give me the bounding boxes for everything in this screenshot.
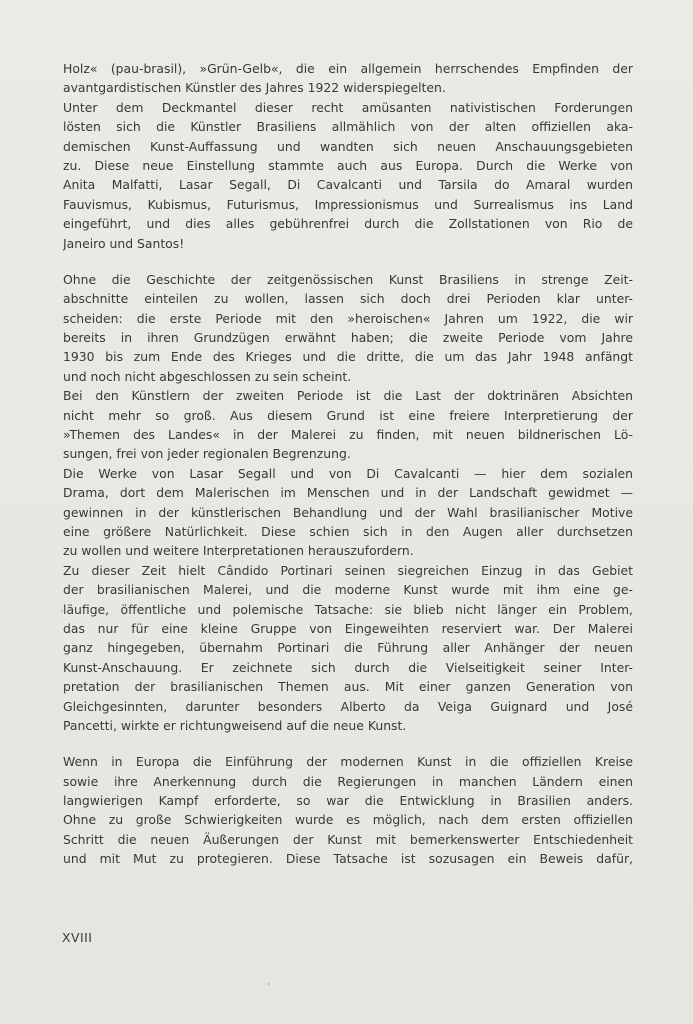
text-line: eine größere Natürlichkeit. Diese schien sich in den Augen aller durchsetzen xyxy=(63,523,633,539)
text-line: nicht mehr so groß. Aus diesem Grund ist eine freiere Interpretierung der xyxy=(63,407,633,423)
text-line: Bei den Künstlern der zweiten Periode ist die Last der doktrinären Absichten xyxy=(63,388,633,404)
paragraph xyxy=(63,561,633,736)
text-line: sowie ihre Anerkennung durch die Regierungen in manchen Ländern einen xyxy=(63,773,633,789)
text-line: der brasilianischen Malerei, und die moderne Kunst wurde mit ihm eine ge- xyxy=(63,582,633,598)
paragraph xyxy=(63,59,633,98)
text-line: abschnitte einteilen zu wollen, lassen sich doch drei Perioden klar unter- xyxy=(63,291,633,307)
text-line: Wenn in Europa die Einführung der modernen Kunst in die offiziellen Kreise xyxy=(63,754,633,770)
text-line: bereits in ihren Grundzügen erwähnt haben; die zweite Periode vom Jahre xyxy=(63,330,633,346)
text-line: pretation der brasilianischen Themen aus. Mit einer ganzen Generation von xyxy=(63,679,633,695)
text-line: Anita Malfatti, Lasar Segall, Di Cavalcanti und Tarsila do Amaral wurden xyxy=(63,177,633,193)
text-line: 1930 bis zum Ende des Krieges und die dritte, die um das Jahr 1948 anfängt xyxy=(63,349,633,365)
text-line: und noch nicht abgeschlossen zu sein scheint. xyxy=(63,368,352,384)
text-line: Schritt die neuen Äußerungen der Kunst mit bemerkenswerter Entschiedenheit xyxy=(63,831,633,847)
body-text xyxy=(63,59,633,869)
text-line: Ohne zu große Schwierigkeiten wurde es möglich, nach dem ersten offiziellen xyxy=(63,812,633,828)
text-line: Kunst-Anschauung. Er zeichnete sich durch die Vielseitigkeit seiner Inter- xyxy=(63,659,633,675)
text-line: Gleichgesinnten, darunter besonders Alberto da Veiga Guignard und José xyxy=(63,698,633,714)
text-line: gewinnen in der künstlerischen Behandlung und der Wahl brasilianischer Motive xyxy=(63,504,633,520)
text-line: zu. Diese neue Einstellung stammte auch aus Europa. Durch die Werke von xyxy=(63,157,633,173)
paragraph xyxy=(63,464,633,561)
paragraph-gap xyxy=(63,253,633,270)
text-line: Die Werke von Lasar Segall und von Di Cavalcanti — hier dem sozialen xyxy=(63,465,633,481)
paper-speck xyxy=(61,610,63,612)
text-line: Pancetti, wirkte er richtungweisend auf die neue Kunst. xyxy=(63,717,407,733)
text-line: Ohne die Geschichte der zeitgenössischen Kunst Brasiliens in strenge Zeit- xyxy=(63,271,633,287)
text-line: das nur für eine kleine Gruppe von Eingeweihten reserviert war. Der Malerei xyxy=(63,620,633,636)
paragraph xyxy=(63,752,633,868)
text-line: demischen Kunst-Auffassung und wandten sich neuen Anschauungsgebieten xyxy=(63,138,633,154)
text-line: Holz« (pau-brasil), »Grün-Gelb«, die ein allgemein herrschendes Empfinden der xyxy=(63,61,633,76)
text-line: Janeiro und Santos! xyxy=(63,235,185,251)
text-line: Unter dem Deckmantel dieser recht amüsanten nativistischen Forderungen xyxy=(63,99,633,115)
paper-speck xyxy=(268,983,270,985)
text-line: ganz hingegeben, übernahm Portinari die Führung aller Anhänger der neuen xyxy=(63,640,633,656)
text-line: Drama, dort dem Malerischen im Menschen und in der Landschaft gewidmet — xyxy=(63,485,633,501)
paragraph xyxy=(63,270,633,386)
page-number: XVIII xyxy=(62,930,93,945)
text-line: Zu dieser Zeit hielt Cândido Portinari seinen siegreichen Einzug in das Gebiet xyxy=(63,562,633,578)
paragraph-gap xyxy=(63,735,633,752)
text-line: sungen, frei von jeder regionalen Begrenzung. xyxy=(63,446,351,462)
text-line: läufige, öffentliche und polemische Tatsache: sie blieb nicht länger ein Problem, xyxy=(63,601,633,617)
text-line: und mit Mut zu protegieren. Diese Tatsache ist sozusagen ein Beweis dafür, xyxy=(63,851,633,867)
text-line: Fauvismus, Kubismus, Futurismus, Impressionismus und Surrealismus ins Land xyxy=(63,196,633,212)
paragraph xyxy=(63,98,633,253)
text-line: langwierigen Kampf erforderte, so war die Entwicklung in Brasilien anders. xyxy=(63,793,633,809)
text-line: zu wollen und weitere Interpretationen herauszufordern. xyxy=(63,543,414,559)
text-line: eingeführt, und dies alles gebührenfrei durch die Zollstationen von Rio de xyxy=(63,216,633,232)
text-line: lösten sich die Künstler Brasiliens allmählich von der alten offiziellen aka- xyxy=(63,119,633,135)
paragraph xyxy=(63,386,633,464)
text-line: scheiden: die erste Periode mit den »heroischen« Jahren um 1922, die wir xyxy=(63,310,633,326)
text-line: »Themen des Landes« in der Malerei zu finden, mit neuen bildnerischen Lö- xyxy=(63,427,633,443)
text-line: avantgardistischen Künstler des Jahres 1922 widerspiegelten. xyxy=(63,80,446,96)
